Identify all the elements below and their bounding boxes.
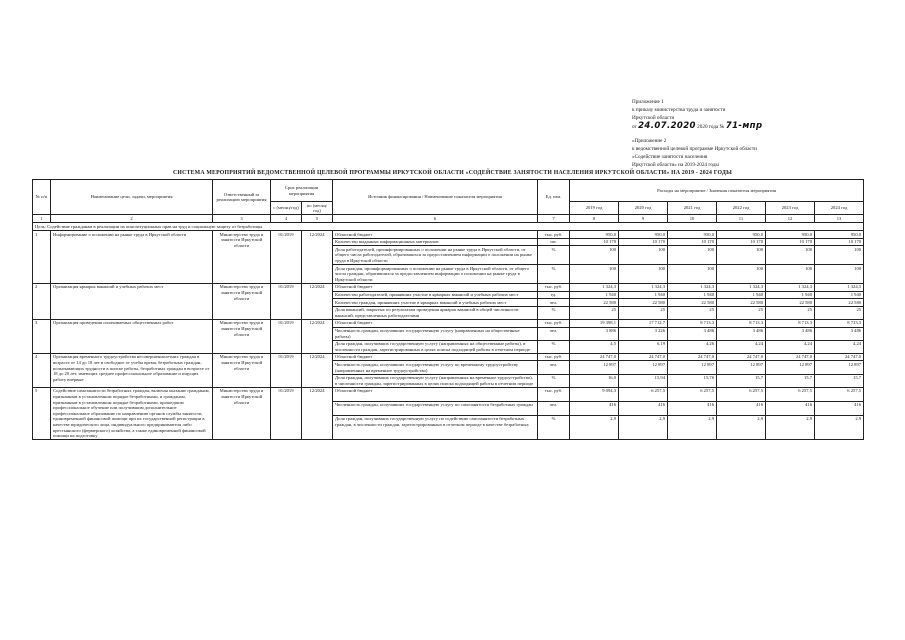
header-unit: Ед. изм. xyxy=(538,180,570,215)
value-cell: 100 xyxy=(668,246,717,265)
value-cell: 950,0 xyxy=(619,231,668,239)
value-cell: 416 xyxy=(619,401,668,415)
value-cell: 12 897 xyxy=(717,361,766,374)
table-row xyxy=(33,231,864,239)
value-cell: 12 897 xyxy=(619,361,668,374)
item-start: 01/2019 xyxy=(271,283,302,319)
item-end: 12/2024 xyxy=(302,387,333,439)
value-cell: 3 486 xyxy=(668,327,717,340)
column-number: 6 xyxy=(333,215,538,223)
indicator-cell: Доля граждан, получивших государственную услугу (направленных на временное трудоустройство), в численности граждан, зарегистрированных в целях поиска подходящей работы в отчетном периоде xyxy=(333,374,538,387)
value-cell: 22 580 xyxy=(619,299,668,307)
column-number: 9 xyxy=(619,215,668,223)
value-cell: 15,76 xyxy=(668,374,717,387)
table-row xyxy=(33,387,864,401)
indicator-cell: Количество работодателей, принявших участие в ярмарках вакансий и учебных рабочих мест xyxy=(333,291,538,299)
value-cell: 4,24 xyxy=(815,340,864,353)
value-cell: 3 486 xyxy=(815,327,864,340)
unit-cell: тыс. руб. xyxy=(538,319,570,327)
item-end: 12/2024 xyxy=(302,283,333,319)
value-cell: 24 747,0 xyxy=(815,353,864,361)
unit-cell: ед. xyxy=(538,291,570,299)
value-cell: 19 398,1 xyxy=(570,319,619,327)
indicator-cell: Областной бюджет xyxy=(333,353,538,361)
value-cell: 24 747,0 xyxy=(717,353,766,361)
column-number: 4 xyxy=(271,215,302,223)
value-cell: 25 xyxy=(570,306,619,319)
header-year: 2023 год xyxy=(766,202,815,215)
value-cell: 100 xyxy=(766,265,815,284)
value-cell: 10 170 xyxy=(766,238,815,246)
table-header xyxy=(33,180,864,223)
value-cell: 4,24 xyxy=(766,340,815,353)
value-cell: 25 xyxy=(619,306,668,319)
value-cell: 2,9 xyxy=(766,415,815,439)
header-period-to: по (месяц/год) xyxy=(302,202,333,215)
item-executor: Министерство труда и занятости Иркутской области xyxy=(213,231,271,284)
value-cell: 6 257,5 xyxy=(815,387,864,401)
column-number: 5 xyxy=(302,215,333,223)
value-cell: 2,9 xyxy=(619,415,668,439)
unit-cell: чел. xyxy=(538,401,570,415)
indicator-cell: Доля граждан, проинформированных о положении на рынке труда в Иркутской области, от общего числа граждан, обратившихся за предоставлением информации о положении на рынке труда в Иркутской области xyxy=(333,265,538,284)
stamp-line: к ведомственной целевой программе Иркутской области xyxy=(632,146,757,152)
stamp-text-bottom xyxy=(632,137,812,169)
value-cell: 950,0 xyxy=(766,231,815,239)
column-number: 7 xyxy=(538,215,570,223)
value-cell: 2,9 xyxy=(717,415,766,439)
item-end: 12/2024 xyxy=(302,353,333,387)
value-cell: 1 324,3 xyxy=(815,283,864,291)
value-cell: 10 170 xyxy=(717,238,766,246)
measures-table xyxy=(32,179,864,440)
item-end: 12/2024 xyxy=(302,319,333,353)
approval-stamp xyxy=(632,98,812,169)
value-cell: 100 xyxy=(570,246,619,265)
item-name: Организация ярмарок вакансий и учебных рабочих мест xyxy=(51,283,213,319)
header-year: 2020 год xyxy=(619,202,668,215)
value-cell: 10 170 xyxy=(570,238,619,246)
value-cell: 22 580 xyxy=(815,299,864,307)
stamp-line: Иркутской области xyxy=(632,115,675,121)
value-cell: 25 xyxy=(717,306,766,319)
value-cell: 1 940 xyxy=(766,291,815,299)
unit-cell: % xyxy=(538,306,570,319)
item-executor: Министерство труда и занятости Иркутской области xyxy=(213,283,271,319)
item-name: Организация временного трудоустройства несовершеннолетних граждан в возрасте от 14 до 18 лет в свободное от учебы время, безработных граждан, испытывающих трудности в поиске работы, безработных граждан в возрасте от 18 до 20 лет, имеющих среднее профессиональное образование и ищущих работу впервые xyxy=(51,353,213,387)
value-cell: 3 226 xyxy=(619,327,668,340)
value-cell: 1 940 xyxy=(570,291,619,299)
unit-cell: % xyxy=(538,340,570,353)
indicator-cell: Областной бюджет xyxy=(333,319,538,327)
number-prefix: 2020 года № xyxy=(697,124,725,130)
value-cell: 950,0 xyxy=(717,231,766,239)
value-cell: 100 xyxy=(668,265,717,284)
header-num: № п/п xyxy=(33,180,51,215)
value-cell: 3 486 xyxy=(717,327,766,340)
value-cell: 12 897 xyxy=(668,361,717,374)
value-cell: 12 897 xyxy=(570,361,619,374)
item-end: 12/2024 xyxy=(302,231,333,284)
value-cell: 17 712,7 xyxy=(619,319,668,327)
value-cell: 16,0 xyxy=(570,374,619,387)
date-prefix: от xyxy=(632,124,637,130)
value-cell: 416 xyxy=(570,401,619,415)
value-cell: 25 xyxy=(668,306,717,319)
header-year: 2019 год xyxy=(570,202,619,215)
table-row xyxy=(33,319,864,327)
value-cell: 2,9 xyxy=(570,415,619,439)
header-period-from: с (месяц/год) xyxy=(271,202,302,215)
value-cell: 3 486 xyxy=(766,327,815,340)
unit-cell: тыс. руб. xyxy=(538,353,570,361)
value-cell: 1 940 xyxy=(717,291,766,299)
unit-cell: % xyxy=(538,374,570,387)
indicator-cell: Количество выданных информационных материалов xyxy=(333,238,538,246)
value-cell: 416 xyxy=(717,401,766,415)
item-number: 3 xyxy=(33,319,51,353)
unit-cell: % xyxy=(538,246,570,265)
header-year: 2024 год xyxy=(815,202,864,215)
value-cell: 8 713,3 xyxy=(766,319,815,327)
value-cell: 1 324,3 xyxy=(717,283,766,291)
stamp-line: к приказу министерства труда и занятости xyxy=(632,107,726,113)
header-executor: Ответственный за реализацию мероприятия xyxy=(213,180,271,215)
unit-cell: чел. xyxy=(538,327,570,340)
item-start: 01/2019 xyxy=(271,319,302,353)
value-cell: 1 940 xyxy=(619,291,668,299)
value-cell: 950,0 xyxy=(815,231,864,239)
value-cell: 6 257,5 xyxy=(668,387,717,401)
indicator-cell: Количество граждан, принявших участие в ярмарках вакансий и учебных рабочих мест xyxy=(333,299,538,307)
value-cell: 10 170 xyxy=(619,238,668,246)
value-cell: 6 257,5 xyxy=(717,387,766,401)
value-cell: 950,0 xyxy=(668,231,717,239)
value-cell: 8 713,3 xyxy=(717,319,766,327)
item-name: Информирование о положении на рынке труда в Иркутской области xyxy=(51,231,213,284)
indicator-cell: Областной бюджет xyxy=(333,387,538,401)
item-number: 5 xyxy=(33,387,51,439)
column-number: 1 xyxy=(33,215,51,223)
item-start: 01/2019 xyxy=(271,353,302,387)
value-cell: 24 747,0 xyxy=(668,353,717,361)
value-cell: 1 324,3 xyxy=(619,283,668,291)
item-name: Содействие самозанятости безработных граждан, включая оказание гражданам, признанным в установленном порядке безработными, и гражданам, признанным в установленном порядке безработными, прошедшим профессиональное обучение или получившим дополнительное профессиональное образование по направлению органов службы занятости, единовременной финансовой помощи при их государственной регистрации в качестве юридического лица, индивидуального предпринимателя либо крестьянского (фермерского) хозяйства, а также единовременной финансовой помощи на подготовку xyxy=(51,387,213,439)
stamp-line: Иркутской области» на 2019-2024 годы xyxy=(632,162,719,168)
header-year: 2022 год xyxy=(717,202,766,215)
value-cell: 6,19 xyxy=(619,340,668,353)
item-executor: Министерство труда и занятости Иркутской области xyxy=(213,319,271,353)
column-number: 8 xyxy=(570,215,619,223)
value-cell: 416 xyxy=(766,401,815,415)
value-cell: 1 324,3 xyxy=(766,283,815,291)
unit-cell: чел. xyxy=(538,361,570,374)
value-cell: 2,9 xyxy=(668,415,717,439)
value-cell: 100 xyxy=(717,265,766,284)
value-cell: 15,7 xyxy=(717,374,766,387)
handwritten-number: 71-мпр xyxy=(725,121,763,131)
header-name: Наименование цели, задачи, мероприятия xyxy=(51,180,213,215)
indicator-cell: Областной бюджет xyxy=(333,283,538,291)
column-number: 2 xyxy=(51,215,213,223)
value-cell: 6 257,5 xyxy=(619,387,668,401)
value-cell: 416 xyxy=(815,401,864,415)
stamp-line: «Содействие занятости населения xyxy=(632,154,708,160)
value-cell: 4,26 xyxy=(668,340,717,353)
value-cell: 24 747,0 xyxy=(766,353,815,361)
value-cell: 100 xyxy=(619,246,668,265)
value-cell: 25 xyxy=(815,306,864,319)
value-cell: 10 170 xyxy=(668,238,717,246)
value-cell: 22 580 xyxy=(766,299,815,307)
value-cell: 100 xyxy=(766,246,815,265)
value-cell: 22 580 xyxy=(668,299,717,307)
column-number: 13 xyxy=(815,215,864,223)
value-cell: 1 940 xyxy=(815,291,864,299)
column-number: 10 xyxy=(668,215,717,223)
value-cell: 1 324,3 xyxy=(570,283,619,291)
item-number: 1 xyxy=(33,231,51,284)
stamp-line: «Приложение 2 xyxy=(632,138,667,144)
item-executor: Министерство труда и занятости Иркутской области xyxy=(213,387,271,439)
indicator-cell: Доля граждан, получивших государственную услугу (направленных на общественные работы), в численности граждан, зарегистрированных в целях поиска подходящей работы в отчетном периоде xyxy=(333,340,538,353)
value-cell: 100 xyxy=(815,265,864,284)
indicator-cell: Численность граждан, получивших государственную услугу по самозанятости безработных граждан xyxy=(333,401,538,415)
value-cell: 22 580 xyxy=(570,299,619,307)
value-cell: 1 324,3 xyxy=(668,283,717,291)
item-name: Организация проведения оплачиваемых общественных работ xyxy=(51,319,213,353)
value-cell: 100 xyxy=(717,246,766,265)
table-row xyxy=(33,353,864,361)
column-number: 11 xyxy=(717,215,766,223)
value-cell: 6 257,5 xyxy=(766,387,815,401)
table-row xyxy=(33,283,864,291)
value-cell: 22 580 xyxy=(717,299,766,307)
handwritten-date: 24.07.2020 xyxy=(638,121,696,131)
indicator-cell: Численность граждан, получивших государственную услугу (направленных на общественные работы) xyxy=(333,327,538,340)
unit-cell: тыс. руб. xyxy=(538,387,570,401)
value-cell: 950,0 xyxy=(570,231,619,239)
value-cell: 15,7 xyxy=(815,374,864,387)
unit-cell: % xyxy=(538,415,570,439)
value-cell: 8 713,3 xyxy=(668,319,717,327)
indicator-cell: Доля граждан, получивших государственную услугу по содействию самозанятости безработных граждан, в численности граждан, зарегистрированных в отчетном периоде в качестве безработных xyxy=(333,415,538,439)
value-cell: 8 713,3 xyxy=(815,319,864,327)
header-indicator: Источник финансирования / Наименование показателя мероприятия xyxy=(333,180,538,215)
indicator-cell: Доля вакансий, закрытых по результатам проведения ярмарок вакансий в общей численности вакансий, представленных работодателями xyxy=(333,306,538,319)
header-expenses: Расходы на мероприятие / Значения показателя мероприятия xyxy=(570,180,864,202)
value-cell: 24 747,0 xyxy=(619,353,668,361)
column-number: 3 xyxy=(213,215,271,223)
document-title: СИСТЕМА МЕРОПРИЯТИЙ ВЕДОМСТВЕННОЙ ЦЕЛЕВОЙ ПРОГРАММЫ ИРКУТСКОЙ ОБЛАСТИ «СОДЕЙСТВИЕ ЗАНЯТОСТИ НАСЕЛЕНИЯ ИРКУТСКОЙ ОБЛАСТИ» НА 2019 - 2024 ГОДЫ xyxy=(173,170,732,176)
indicator-cell: Областной бюджет xyxy=(333,231,538,239)
goal-row: Цель: Содействие гражданам в реализации их конституционных прав на труд и социальную защиту от безработицы xyxy=(33,223,864,231)
header-year: 2021 год xyxy=(668,202,717,215)
value-cell: 12 897 xyxy=(766,361,815,374)
header-period: Срок реализации мероприятия xyxy=(271,180,333,202)
unit-cell: тыс. руб. xyxy=(538,231,570,239)
value-cell: 15,94 xyxy=(619,374,668,387)
unit-cell: тыс. руб. xyxy=(538,283,570,291)
value-cell: 4,24 xyxy=(717,340,766,353)
value-cell: 416 xyxy=(668,401,717,415)
indicator-cell: Численность граждан, получивших государственную услугу по временному трудоустройству (направленных на временное трудоустройство) xyxy=(333,361,538,374)
unit-cell: чел. xyxy=(538,299,570,307)
item-start: 01/2019 xyxy=(271,387,302,439)
value-cell: 100 xyxy=(815,246,864,265)
unit-cell: % xyxy=(538,265,570,284)
stamp-text-top xyxy=(632,98,812,122)
value-cell: 2,9 xyxy=(815,415,864,439)
stamp-date-line xyxy=(632,122,812,131)
value-cell: 4,5 xyxy=(570,340,619,353)
value-cell: 100 xyxy=(570,265,619,284)
value-cell: 15,7 xyxy=(766,374,815,387)
value-cell: 24 747,0 xyxy=(570,353,619,361)
value-cell: 25 xyxy=(766,306,815,319)
indicator-cell: Доля работодателей, проинформированных о положении на рынке труда в Иркутской области, от общего числа работодателей, обратившихся за предоставлением информации о положении на рынке труда в Иркутской области xyxy=(333,246,538,265)
table-body xyxy=(33,223,864,440)
value-cell: 12 897 xyxy=(815,361,864,374)
value-cell: 1 940 xyxy=(668,291,717,299)
value-cell: 3 886 xyxy=(570,327,619,340)
value-cell: 100 xyxy=(619,265,668,284)
stamp-line: Приложение 1 xyxy=(632,99,664,105)
item-start: 01/2019 xyxy=(271,231,302,284)
value-cell: 10 170 xyxy=(815,238,864,246)
item-executor: Министерство труда и занятости Иркутской области xyxy=(213,353,271,387)
value-cell: 9 094,3 xyxy=(570,387,619,401)
column-number: 12 xyxy=(766,215,815,223)
unit-cell: шт. xyxy=(538,238,570,246)
item-number: 2 xyxy=(33,283,51,319)
item-number: 4 xyxy=(33,353,51,387)
